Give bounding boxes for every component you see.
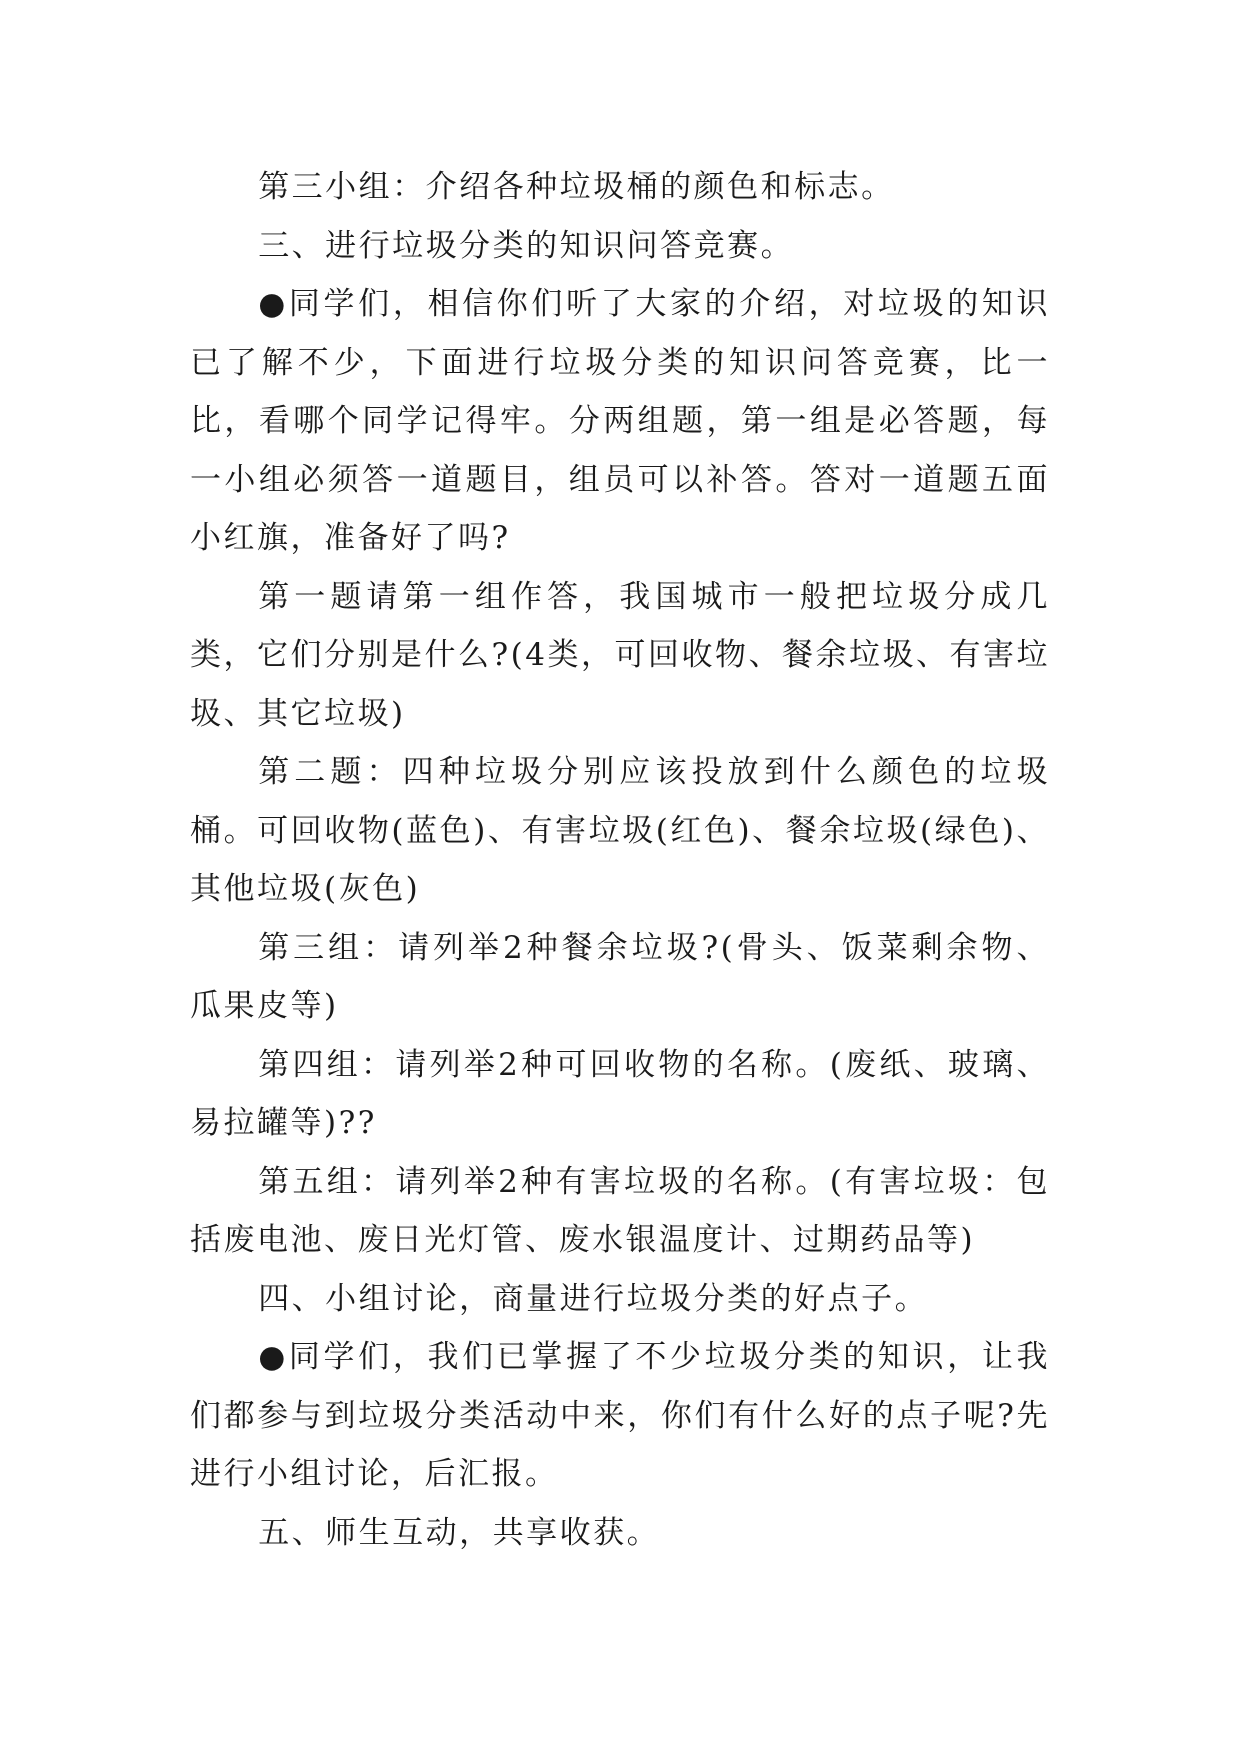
paragraph-group3-intro: 第三小组：介绍各种垃圾桶的颜色和标志。 — [258, 169, 895, 205]
paragraph-question-3: 第三组：请列举2种餐余垃圾?(骨头、饭菜剩余物、瓜果皮等) — [190, 929, 1050, 1024]
paragraph-question-4: 第四组：请列举2种可回收物的名称。(废纸、玻璃、易拉罐等)?? — [190, 1046, 1050, 1141]
document-body — [190, 158, 1050, 1562]
paragraph-question-1: 第一题请第一组作答，我国城市一般把垃圾分成几类，它们分别是什么?(4类，可回收物、餐余垃圾、有害垃圾、其它垃圾) — [190, 578, 1050, 732]
section-heading-interaction: 五、师生互动，共享收获。 — [258, 1514, 661, 1551]
section-heading-discussion: 四、小组讨论，商量进行垃圾分类的好点子。 — [258, 1280, 929, 1317]
section-heading-quiz: 三、进行垃圾分类的知识问答竞赛。 — [258, 227, 795, 264]
paragraph-question-5: 第五组：请列举2种有害垃圾的名称。(有害垃圾：包括废电池、废日光灯管、废水银温度计、过期药品等) — [190, 1163, 1050, 1258]
paragraph-quiz-intro: ●同学们，相信你们听了大家的介绍，对垃圾的知识已了解不少，下面进行垃圾分类的知识问答竞赛，比一比，看哪个同学记得牢。分两组题，第一组是必答题，每一小组必须答一道题目，组员可以补答。答对一道题五面小红旗，准备好了吗? — [190, 286, 1050, 556]
paragraph-discussion-intro: ●同学们，我们已掌握了不少垃圾分类的知识，让我们都参与到垃圾分类活动中来，你们有什么好的点子呢?先进行小组讨论，后汇报。 — [190, 1339, 1050, 1492]
paragraph-question-2: 第二题：四种垃圾分别应该投放到什么颜色的垃圾桶。可回收物(蓝色)、有害垃圾(红色)、餐余垃圾(绿色)、其他垃圾(灰色) — [190, 754, 1050, 907]
